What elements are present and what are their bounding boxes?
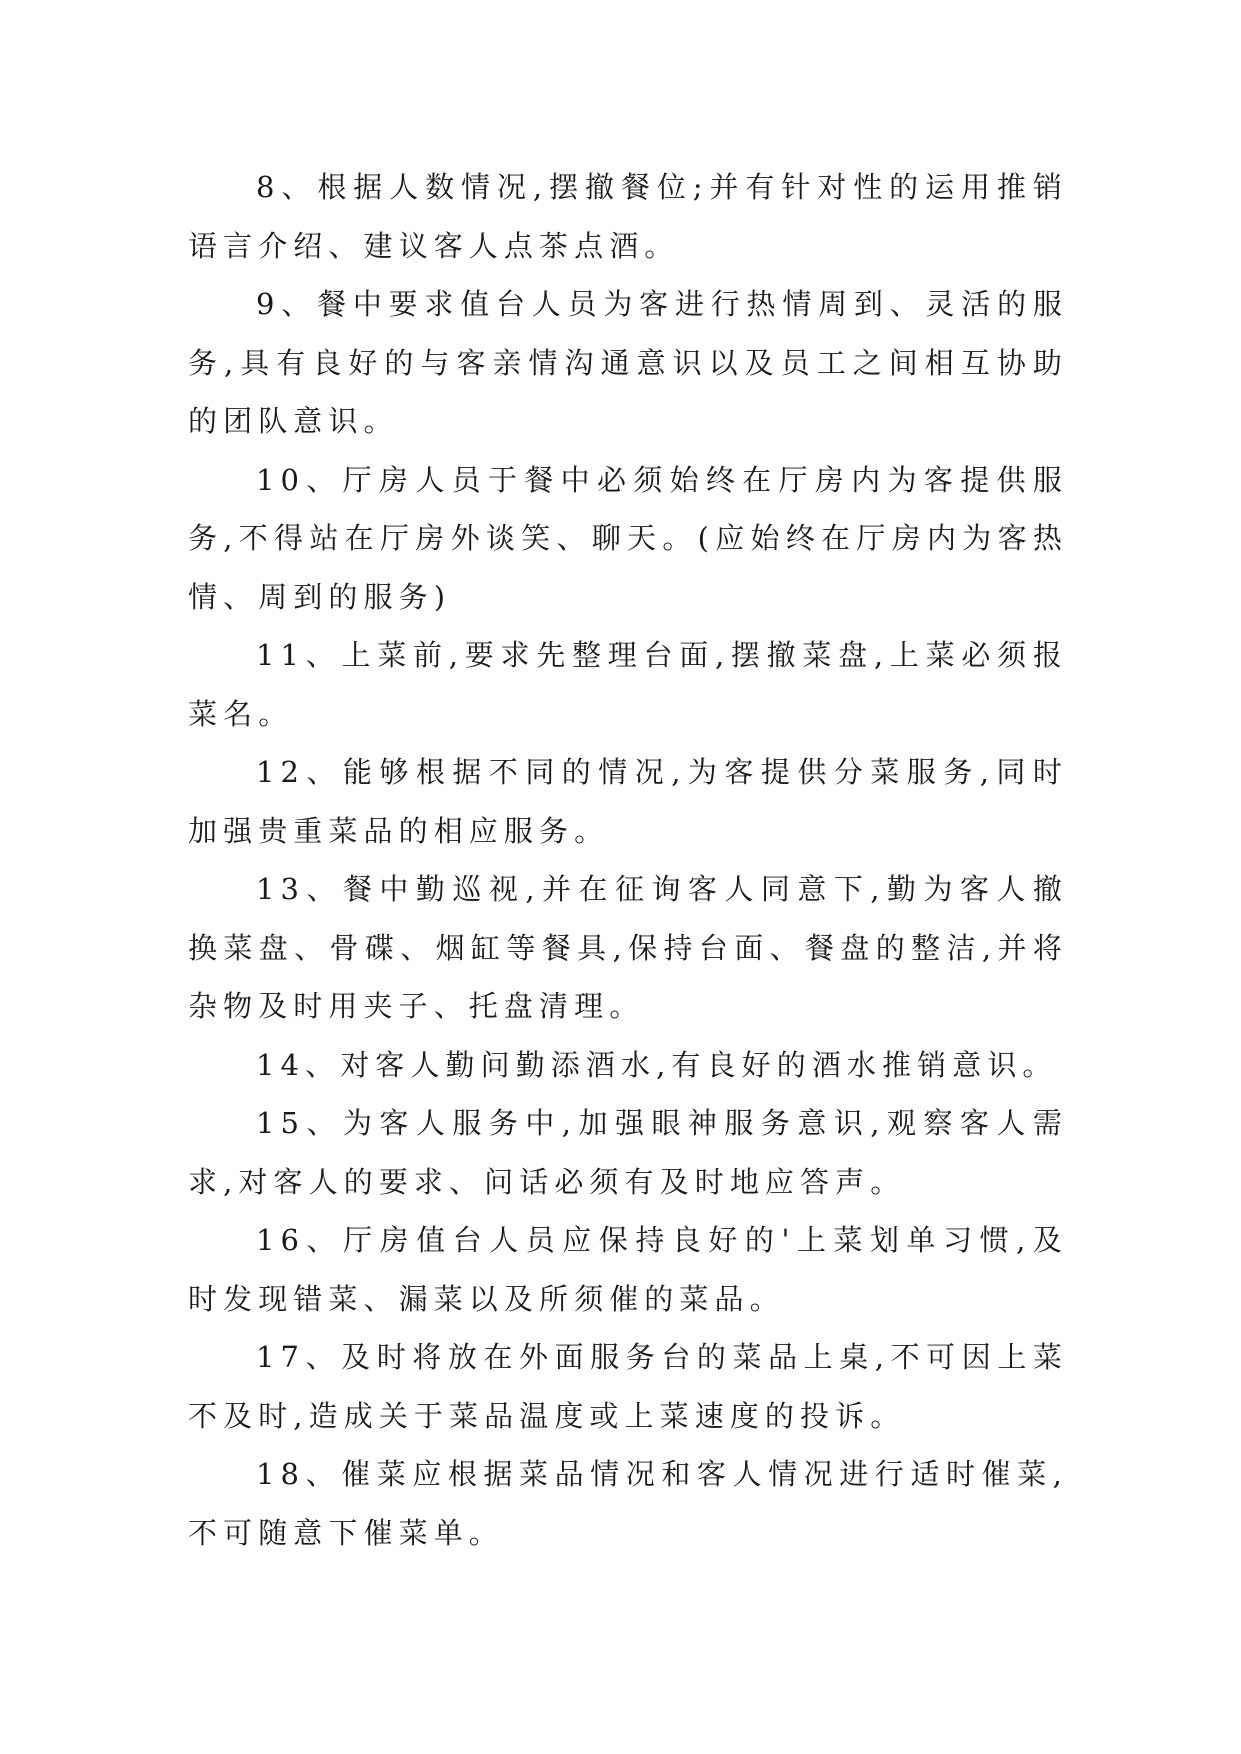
paragraph-item-15: 15、为客人服务中,加强眼神服务意识,观察客人需求,对客人的要求、问话必须有及时地应答声。: [188, 1106, 1068, 1199]
paragraph-item-18: 18、催菜应根据菜品情况和客人情况进行适时催菜,不可随意下催菜单。: [188, 1457, 1068, 1550]
document-body: [188, 158, 1068, 1562]
paragraph-item-17: 17、及时将放在外面服务台的菜品上桌,不可因上菜不及时,造成关于菜品温度或上菜速度的投诉。: [188, 1340, 1068, 1433]
paragraph-item-10: 10、厅房人员于餐中必须始终在厅房内为客提供服务,不得站在厅房外谈笑、聊天。(应始终在厅房内为客热情、周到的服务): [188, 462, 1068, 614]
paragraph-item-9: 9、餐中要求值台人员为客进行热情周到、灵活的服务,具有良好的与客亲情沟通意识以及员工之间相互协助的团队意识。: [188, 287, 1068, 438]
paragraph-item-16: 16、厅房值台人员应保持良好的'上菜划单习惯,及时发现错菜、漏菜以及所须催的菜品。: [188, 1223, 1068, 1316]
paragraph-item-8: 8、根据人数情况,摆撤餐位;并有针对性的运用推销语言介绍、建议客人点茶点酒。: [188, 170, 1068, 263]
paragraph-item-11: 11、上菜前,要求先整理台面,摆撤菜盘,上菜必须报菜名。: [188, 638, 1068, 731]
paragraph-item-13: 13、餐中勤巡视,并在征询客人同意下,勤为客人撤换菜盘、骨碟、烟缸等餐具,保持台面、餐盘的整洁,并将杂物及时用夹子、托盘清理。: [188, 872, 1068, 1023]
paragraph-item-14: 14、对客人勤问勤添酒水,有良好的酒水推销意识。: [256, 1047, 1058, 1082]
paragraph-item-12: 12、能够根据不同的情况,为客提供分菜服务,同时加强贵重菜品的相应服务。: [188, 755, 1068, 848]
